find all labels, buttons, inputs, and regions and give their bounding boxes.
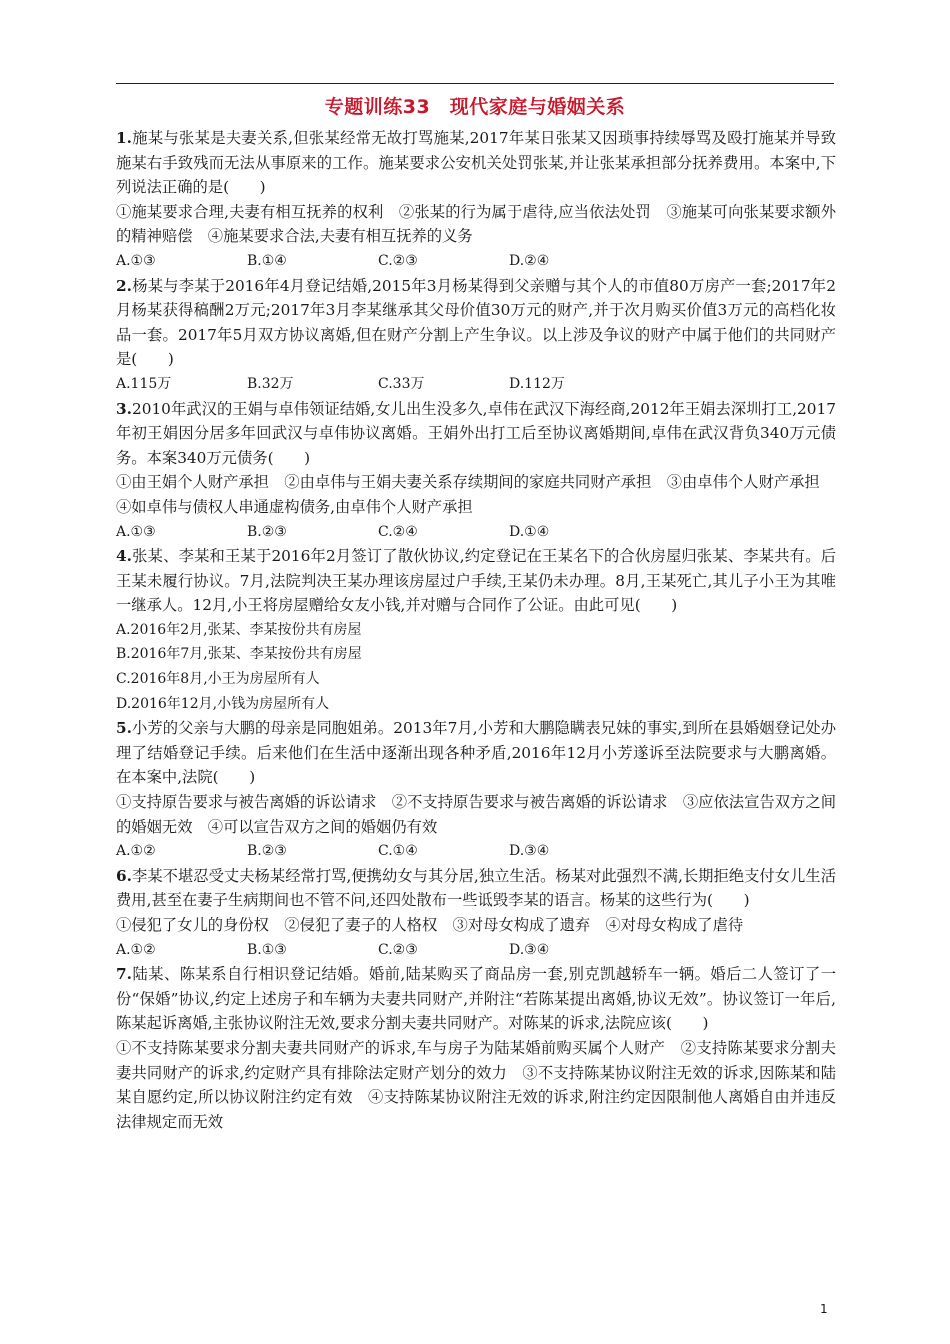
statement-list-continued: ④如卓伟与债权人串通虚构债务,由卓伟个人财产承担 bbox=[116, 497, 473, 516]
option-a[interactable]: A.115万 bbox=[116, 375, 172, 392]
question-stem bbox=[116, 962, 836, 1036]
page-number: 1 bbox=[820, 1302, 828, 1316]
option-c[interactable]: C.②③ bbox=[378, 941, 418, 958]
option-c[interactable]: C.2016年8月,小王为房屋所有人 bbox=[116, 671, 320, 688]
question-stem bbox=[116, 397, 836, 471]
statement-list: ①侵犯了女儿的身份权 ②侵犯了妻子的人格权 ③对母女构成了遗弃 ④对母女构成了虐待 bbox=[116, 916, 744, 934]
option-a[interactable]: A.2016年2月,张某、李某按份共有房屋 bbox=[116, 621, 362, 638]
question-text: 杨某与李某于2016年4月登记结婚,2015年3月杨某得到父亲赠与其个人的市值80万房产一套;2017年2月杨某获得稿酬2万元;2017年3月李某继承其父母价值30万元的财产,并于次月购买价值3万元的高档化妆品一套。2017年5月双方协议离婚,但在财产分割上产生争议。以上涉及争议的财产中属于他们的共同财产是( ) bbox=[116, 276, 836, 369]
statement-list: ①由王娟个人财产承担 ②由卓伟与王娟夫妻关系存续期间的家庭共同财产承担 ③由卓伟个人财产承担 bbox=[116, 473, 820, 492]
question-text: 张某、李某和王某于2016年2月签订了散伙协议,约定登记在王某名下的合伙房屋归张某、李某共有。后王某未履行协议。7月,法院判决王某办理该房屋过户手续,王某仍未办理。8月,王某死亡,其儿子小王为其唯一继承人。12月,小王将房屋赠给女友小钱,并对赠与合同作了公证。由此可见( ) bbox=[116, 547, 836, 615]
option-d[interactable]: D.③④ bbox=[509, 941, 550, 958]
option-d[interactable]: D.2016年12月,小钱为房屋所有人 bbox=[116, 695, 330, 712]
question-stem bbox=[116, 864, 836, 913]
option-b[interactable]: B.32万 bbox=[247, 375, 294, 392]
question-number: 1. bbox=[116, 129, 132, 147]
option-a[interactable]: A.①② bbox=[116, 941, 156, 958]
question-stem bbox=[116, 274, 836, 372]
question-stem bbox=[116, 544, 836, 618]
option-row bbox=[116, 249, 836, 274]
option-c[interactable]: C.②④ bbox=[378, 523, 418, 540]
question-1 bbox=[116, 126, 836, 274]
question-7 bbox=[116, 962, 836, 1134]
option-row bbox=[116, 372, 836, 397]
option-b[interactable]: B.①④ bbox=[247, 252, 287, 269]
header-rule bbox=[116, 83, 834, 84]
statement-list: ①不支持陈某要求分割夫妻共同财产的诉求,车与房子为陆某婚前购买属个人财产 ②支持陈某要求分割夫妻共同财产的诉求,约定财产具有排除法定财产划分的效力 ③不支持陈某协议附注无效的诉求,因陈某和陆某自愿约定,所以协议附注约定有效 ④支持陈某协议附注无效的诉求,附注约定因限制他人离婚自由并违反法律规定而无效 bbox=[116, 1038, 836, 1131]
option-b[interactable]: B.2016年7月,张某、李某按份共有房屋 bbox=[116, 646, 362, 663]
question-3 bbox=[116, 397, 836, 545]
option-row bbox=[116, 839, 836, 864]
page-title: 专题训练33 现代家庭与婚姻关系 bbox=[324, 96, 626, 118]
question-5 bbox=[116, 716, 836, 864]
question-number: 3. bbox=[116, 399, 132, 418]
question-6 bbox=[116, 864, 836, 962]
question-text: 小芳的父亲与大鹏的母亲是同胞姐弟。2013年7月,小芳和大鹏隐瞒表兄妹的事实,到所在县婚姻登记处办理了结婚登记手续。后来他们在生活中逐渐出现各种矛盾,2016年12月小芳遂诉至法院要求与大鹏离婚。在本案中,法院( ) bbox=[116, 719, 836, 787]
option-d[interactable]: D.③④ bbox=[509, 843, 550, 860]
option-row bbox=[116, 938, 836, 963]
option-b[interactable]: B.②③ bbox=[247, 523, 287, 540]
question-text: 2010年武汉的王娟与卓伟领证结婚,女儿出生没多久,卓伟在武汉下海经商,2012年王娟去深圳打工,2017年初王娟因分居多年回武汉与卓伟协议离婚。王娟外出打工后至协议离婚期间,卓伟在武汉背负340万元债务。本案340万元债务( ) bbox=[116, 399, 836, 467]
question-text: 施某与张某是夫妻关系,但张某经常无故打骂施某,2017年某日张某又因琐事持续辱骂及殴打施某并导致施某右手致残而无法从事原来的工作。施某要求公安机关处罚张某,并让张某承担部分抚养费用。本案中,下列说法正确的是( ) bbox=[116, 129, 836, 197]
question-number: 5. bbox=[116, 719, 132, 738]
question-list bbox=[116, 126, 836, 1134]
question-number: 7. bbox=[116, 965, 132, 984]
option-a[interactable]: A.①③ bbox=[116, 252, 156, 269]
option-b[interactable]: B.②③ bbox=[247, 843, 287, 860]
question-number: 2. bbox=[116, 276, 132, 295]
statement-list: ①支持原告要求与被告离婚的诉讼请求 ②不支持原告要求与被告离婚的诉讼请求 ③应依法宣告双方之间的婚姻无效 ④可以宣告双方之间的婚姻仍有效 bbox=[116, 793, 836, 836]
question-number: 6. bbox=[116, 866, 132, 885]
question-4 bbox=[116, 544, 836, 716]
option-c[interactable]: C.33万 bbox=[378, 375, 425, 392]
option-b[interactable]: B.①③ bbox=[247, 941, 287, 958]
statement-list: ①施某要求合理,夫妻有相互抚养的权利 ②张某的行为属于虐待,应当依法处罚 ③施某可向张某要求额外的精神赔偿 ④施某要求合法,夫妻有相互抚养的义务 bbox=[116, 202, 836, 246]
question-stem bbox=[116, 716, 836, 790]
option-a[interactable]: A.①② bbox=[116, 843, 156, 860]
question-2 bbox=[116, 274, 836, 397]
question-text: 李某不堪忍受丈夫杨某经常打骂,便携幼女与其分居,独立生活。杨某对此强烈不满,长期拒绝支付女儿生活费用,甚至在妻子生病期间也不管不问,还四处散布一些诋毁李某的语言。杨某的这些行为( ) bbox=[116, 866, 836, 910]
option-row bbox=[116, 520, 836, 545]
option-d[interactable]: D.112万 bbox=[509, 375, 565, 392]
option-c[interactable]: C.②③ bbox=[378, 252, 418, 269]
option-d[interactable]: D.①④ bbox=[509, 523, 550, 540]
question-stem bbox=[116, 126, 836, 200]
question-number: 4. bbox=[116, 547, 132, 566]
option-d[interactable]: D.②④ bbox=[509, 252, 550, 269]
option-a[interactable]: A.①③ bbox=[116, 523, 156, 540]
option-c[interactable]: C.①④ bbox=[378, 843, 418, 860]
question-text: 陆某、陈某系自行相识登记结婚。婚前,陆某购买了商品房一套,别克凯越轿车一辆。婚后二人签订了一份“保婚”协议,约定上述房子和车辆为夫妻共同财产,并附注“若陈某提出离婚,协议无效”。协议签订一年后,陈某起诉离婚,主张协议附注无效,要求分割夫妻共同财产。对陈某的诉求,法院应该( ) bbox=[116, 965, 836, 1033]
